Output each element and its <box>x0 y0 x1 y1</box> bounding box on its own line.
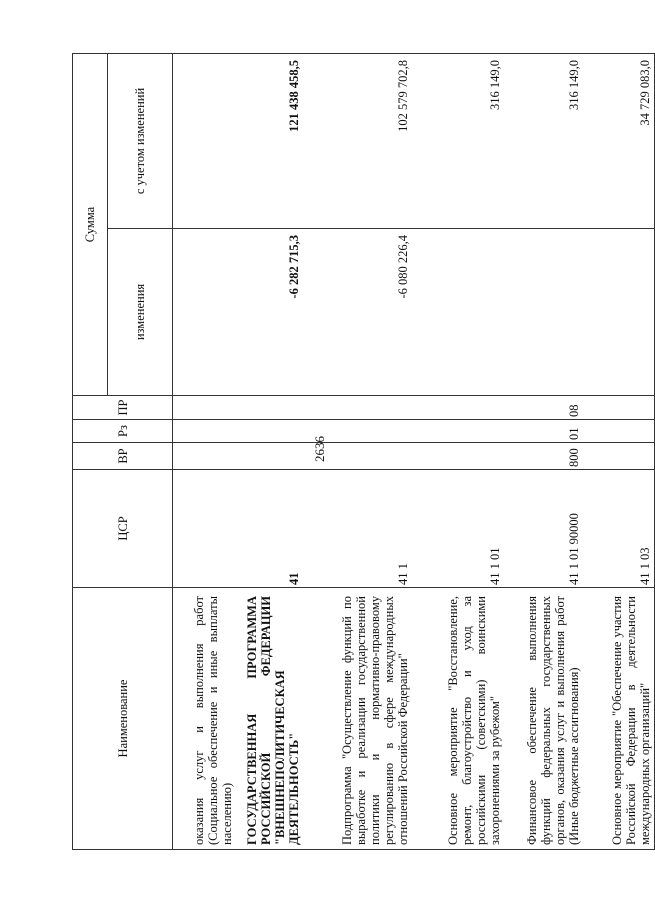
table-row <box>583 54 655 850</box>
row-name: ГОСУДАРСТВЕННАЯ ПРОГРАММА РОССИЙСКОЙ ФЕДЕРАЦИИ "ВНЕШНЕПОЛИТИЧЕСКАЯ ДЕЯТЕЛЬНОСТЬ" <box>236 588 303 850</box>
header-sum: Сумма <box>73 54 108 396</box>
header-pr: ПР <box>73 396 173 420</box>
row-change <box>173 229 237 396</box>
table-row <box>236 54 303 850</box>
budget-table <box>72 53 655 850</box>
row-name: Подпрограмма "Осуществление функций по выработке и реализации государственной политики и нормативно-правовому регулированию в сфере международных отношений Российской Федерации" <box>303 588 412 850</box>
table-row <box>504 54 583 850</box>
row-name: оказания услуг и выполнения работ (Социальное обеспечение и иные выплаты населению) <box>173 588 237 850</box>
header-csr: ЦСР <box>73 470 173 588</box>
row-csr <box>173 470 237 588</box>
row-vr: 800 <box>504 443 583 470</box>
row-name: Основное мероприятие "Восстановление, ремонт, благоустройство и уход за российскими (советскими) воинскими захоронениями за рубежом" <box>412 588 504 850</box>
row-rz: 01 <box>504 420 583 443</box>
row-change <box>583 229 655 396</box>
row-vr <box>412 443 504 470</box>
row-total: 121 438 458,5 <box>236 54 303 229</box>
row-vr <box>303 443 412 470</box>
table-row <box>303 54 412 850</box>
row-name: Основное мероприятие "Обеспечение участия Российской Федерации в деятельности международных организаций" <box>583 588 655 850</box>
row-change: -6 282 715,3 <box>236 229 303 396</box>
header-vr: ВР <box>73 443 173 470</box>
row-change <box>504 229 583 396</box>
row-change: -6 080 226,4 <box>303 229 412 396</box>
row-csr: 41 <box>236 470 303 588</box>
row-pr <box>412 396 504 420</box>
row-vr <box>173 443 237 470</box>
row-pr <box>303 396 412 420</box>
row-rz <box>303 420 412 443</box>
row-pr: 08 <box>504 396 583 420</box>
row-change <box>412 229 504 396</box>
row-vr <box>583 443 655 470</box>
row-vr <box>236 443 303 470</box>
row-rz <box>412 420 504 443</box>
table-row <box>412 54 504 850</box>
row-total: 102 579 702,8 <box>303 54 412 229</box>
budget-table-sheet <box>72 54 652 850</box>
header-with-change: с учетом изменений <box>108 54 173 229</box>
table-row <box>173 54 237 850</box>
row-csr: 41 1 01 90000 <box>504 470 583 588</box>
row-pr <box>583 396 655 420</box>
row-csr: 41 1 01 <box>412 470 504 588</box>
row-rz <box>583 420 655 443</box>
row-csr: 41 1 <box>303 470 412 588</box>
row-total: 316 149,0 <box>412 54 504 229</box>
row-total: 34 729 083,0 <box>583 54 655 229</box>
row-pr <box>236 396 303 420</box>
row-rz <box>173 420 237 443</box>
page-number: 2636 <box>312 436 327 462</box>
row-total <box>173 54 237 229</box>
row-rz <box>236 420 303 443</box>
row-total: 316 149,0 <box>504 54 583 229</box>
header-rz: Рз <box>73 420 173 443</box>
row-csr: 41 1 03 <box>583 470 655 588</box>
row-name: Финансовое обеспечение выполнения функций федеральных государственных органов, оказания услуг и выполнения работ (Иные бюджетные ассигнования) <box>504 588 583 850</box>
header-name: Наименование <box>73 588 173 850</box>
row-pr <box>173 396 237 420</box>
header-change: изменения <box>108 229 173 396</box>
